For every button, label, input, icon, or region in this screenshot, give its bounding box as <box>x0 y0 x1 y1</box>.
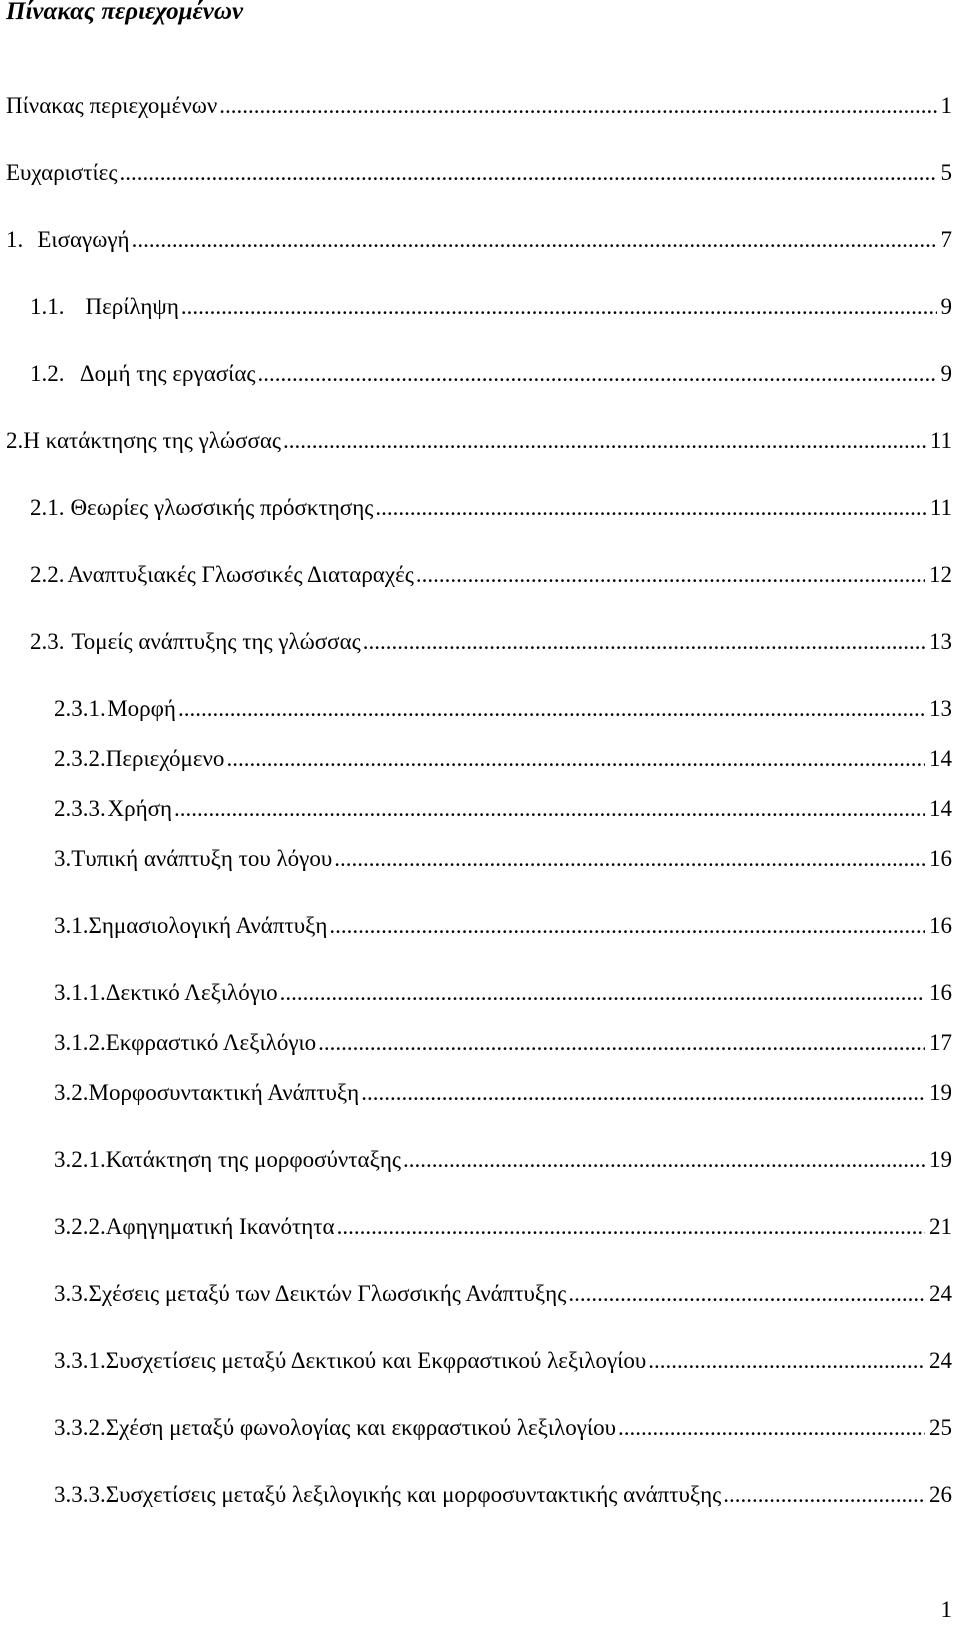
toc-entry-page: 16 <box>929 913 952 938</box>
toc-leader <box>283 425 926 457</box>
toc-entry-page: 13 <box>929 629 952 654</box>
toc-entry-number: 3.1.2. <box>54 1030 106 1055</box>
toc-entry-title: Τυπική ανάπτυξη του λόγου <box>71 846 333 871</box>
toc-entry-page: 7 <box>940 227 952 252</box>
toc-entry[interactable] <box>54 910 952 942</box>
toc-entry-number: 2.3.1. <box>54 696 106 721</box>
toc-entry[interactable] <box>30 291 952 323</box>
toc-leader <box>363 626 925 658</box>
toc-entry[interactable] <box>54 1144 952 1176</box>
toc-entry-number: 3.2.1. <box>54 1147 106 1172</box>
toc-entry[interactable] <box>54 977 952 1009</box>
toc-entry[interactable] <box>30 358 952 390</box>
page-title: Πίνακας περιεχομένων <box>6 0 244 25</box>
toc-entry-number: 3. <box>54 846 72 871</box>
toc-entry[interactable] <box>54 793 952 825</box>
toc-entry-title: Μορφή <box>107 696 176 721</box>
toc-entry[interactable] <box>6 425 952 457</box>
toc-leader <box>219 90 936 122</box>
toc-entry-title: Σχέση μεταξύ φωνολογίας και εκφραστικού λεξιλογίου <box>105 1415 616 1440</box>
toc-leader <box>361 1077 925 1109</box>
toc-entry-page: 19 <box>929 1080 952 1105</box>
toc-entry[interactable] <box>30 626 952 658</box>
toc-entry-number: 3.2. <box>54 1080 89 1105</box>
toc-entry-title: Δομή της εργασίας <box>79 361 256 386</box>
toc-entry[interactable] <box>54 1479 952 1511</box>
toc-entry-title: Τομείς ανάπτυξης της γλώσσας <box>71 629 361 654</box>
toc-entry-number: 2.3.3. <box>54 796 106 821</box>
toc-entry-page: 26 <box>929 1482 952 1507</box>
toc-entry-title: Η κατάκτησης της γλώσσας <box>23 428 282 453</box>
toc-entry-title: Κατάκτηση της μορφοσύνταξης <box>105 1147 401 1172</box>
toc-entry-number: 2.3.2. <box>54 746 106 771</box>
toc-entry[interactable] <box>54 743 952 775</box>
toc-entry-title: Ευχαριστίες <box>6 160 118 185</box>
toc-leader <box>181 291 937 323</box>
toc-leader <box>226 743 925 775</box>
toc-entry[interactable] <box>54 1278 952 1310</box>
toc-entry-number: 3.3. <box>54 1281 89 1306</box>
toc-entry-page: 9 <box>940 294 952 319</box>
toc-entry-number: 2.2. <box>30 562 65 587</box>
toc-entry-page: 13 <box>929 696 952 721</box>
toc-leader <box>119 157 936 189</box>
toc-entry-number: 2. <box>6 428 24 453</box>
toc-entry-page: 16 <box>929 980 952 1005</box>
toc-entry-title: Συσχετίσεις μεταξύ λεξιλογικής και μορφοσυντακτικής ανάπτυξης <box>105 1482 722 1507</box>
toc-leader <box>648 1345 925 1377</box>
toc-entry-number: 2.3. <box>30 629 65 654</box>
toc-entry-number: 1. <box>6 227 24 252</box>
toc-leader <box>334 843 925 875</box>
toc-entry[interactable] <box>54 1345 952 1377</box>
toc-leader <box>132 224 937 256</box>
toc-entry-page: 14 <box>929 796 952 821</box>
toc-leader <box>568 1278 925 1310</box>
toc-entry-number: 1.1. <box>30 294 65 319</box>
toc-leader <box>337 1211 925 1243</box>
toc-entry-title: Αναπτυξιακές Γλωσσικές Διαταραχές <box>67 562 414 587</box>
toc-entry-title: Δεκτικό Λεξιλόγιο <box>105 980 278 1005</box>
toc-leader <box>258 358 937 390</box>
toc-entry-page: 11 <box>929 428 952 453</box>
toc-entry-title: Αφηγηματική Ικανότητα <box>105 1214 335 1239</box>
toc-entry-page: 9 <box>940 361 952 386</box>
toc-entry-number: 2.1. <box>30 495 65 520</box>
toc-entry-title: Θεωρίες γλωσσικής πρόσκτησης <box>70 495 374 520</box>
toc-entry-title: Πίνακας περιεχομένων <box>6 93 218 118</box>
toc-entry-title: Χρήση <box>107 796 173 821</box>
toc-leader <box>280 977 925 1009</box>
toc-entry-title: Σχέσεις μεταξύ των Δεικτών Γλωσσικής Ανάπτυξης <box>88 1281 567 1306</box>
toc-entry-title: Περίληψη <box>85 294 179 319</box>
toc-entry-title: Εκφραστικό Λεξιλόγιο <box>105 1030 317 1055</box>
toc-entry-page: 12 <box>929 562 952 587</box>
toc-leader <box>416 559 925 591</box>
toc-entry-title: Συσχετίσεις μεταξύ Δεκτικού και Εκφραστικού λεξιλογίου <box>105 1348 647 1373</box>
toc-leader <box>375 492 926 524</box>
toc-entry[interactable] <box>54 843 952 875</box>
page-number: 1 <box>940 1597 952 1622</box>
toc-entry-page: 19 <box>929 1147 952 1172</box>
toc-entry-page: 16 <box>929 846 952 871</box>
toc-entry[interactable] <box>54 1412 952 1444</box>
toc-entry-page: 24 <box>929 1348 952 1373</box>
toc-entry-number: 3.1. <box>54 913 89 938</box>
toc-entry[interactable] <box>30 492 952 524</box>
toc-leader <box>723 1479 925 1511</box>
toc-entry-number: 1.2. <box>30 361 65 386</box>
toc-entry-title: Μορφοσυντακτική Ανάπτυξη <box>88 1080 360 1105</box>
toc-entry-page: 25 <box>929 1415 952 1440</box>
toc-entry-page: 24 <box>929 1281 952 1306</box>
toc-leader <box>174 793 925 825</box>
toc-entry-page: 17 <box>929 1030 952 1055</box>
toc-entry[interactable] <box>54 1027 952 1059</box>
toc-entry-number: 3.3.1. <box>54 1348 106 1373</box>
toc-entry[interactable] <box>54 1211 952 1243</box>
toc-entry[interactable] <box>6 90 952 122</box>
toc-leader <box>329 910 925 942</box>
toc-leader <box>178 693 925 725</box>
toc-entry[interactable] <box>54 693 952 725</box>
toc-entry[interactable] <box>6 224 952 256</box>
toc-leader <box>403 1144 925 1176</box>
toc-entry-page: 14 <box>929 746 952 771</box>
toc-entry-page: 21 <box>929 1214 952 1239</box>
toc-entry-number: 3.3.2. <box>54 1415 106 1440</box>
toc-entry-title: Περιεχόμενο <box>105 746 225 771</box>
toc-entry[interactable] <box>54 1077 952 1109</box>
toc-entry-page: 11 <box>929 495 952 520</box>
toc-entry-page: 5 <box>940 160 952 185</box>
toc-entry-title: Εισαγωγή <box>37 227 130 252</box>
toc-entry-title: Σημασιολογική Ανάπτυξη <box>88 913 328 938</box>
toc-leader <box>618 1412 925 1444</box>
toc-entry-number: 3.2.2. <box>54 1214 106 1239</box>
toc-entry[interactable] <box>30 559 952 591</box>
toc-entry-page: 1 <box>940 93 952 118</box>
toc-entry[interactable] <box>6 157 952 189</box>
toc-entry-number: 3.3.3. <box>54 1482 106 1507</box>
toc-leader <box>318 1027 925 1059</box>
toc-entry-number: 3.1.1. <box>54 980 106 1005</box>
